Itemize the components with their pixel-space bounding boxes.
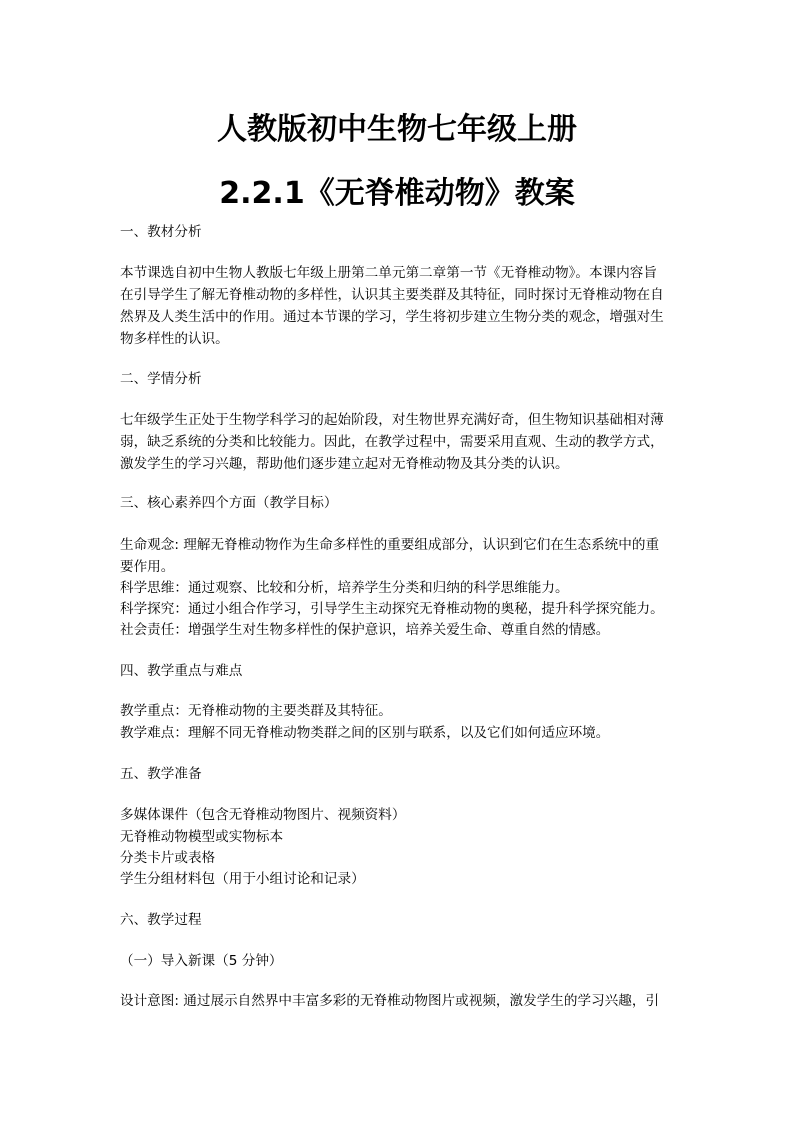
paragraph-line: 科学探究：通过小组合作学习，引导学生主动探究无脊椎动物的奥秘，提升科学探究能力。 xyxy=(120,601,664,617)
document-title-line1: 人教版初中生物七年级上册 xyxy=(217,112,577,147)
list-item: 无脊椎动物模型或实物标本 xyxy=(120,829,284,845)
list-item: 多媒体课件（包含无脊椎动物图片、视频资料） xyxy=(120,807,406,823)
paragraph-line: 教学重点：无脊椎动物的主要类群及其特征。 xyxy=(120,703,392,719)
section-heading-textbook-analysis: 一、教材分析 xyxy=(120,224,202,240)
paragraph-line: 七年级学生正处于生物学科学习的起始阶段，对生物世界充满好奇，但生物知识基础相对薄 xyxy=(120,412,664,428)
paragraph-line: 在引导学生了解无脊椎动物的多样性，认识其主要类群及其特征，同时探讨无脊椎动物在自 xyxy=(120,287,664,303)
document-title-line2: 2.2.1《无脊椎动物》教案 xyxy=(219,176,575,211)
section-heading-key-points: 四、教学重点与难点 xyxy=(120,663,243,679)
paragraph-line: 激发学生的学习兴趣，帮助他们逐步建立起对无脊椎动物及其分类的认识。 xyxy=(120,456,569,472)
paragraph-line: 科学思维：通过观察、比较和分析，培养学生分类和归纳的科学思维能力。 xyxy=(120,580,569,596)
section-heading-learner-analysis: 二、学情分析 xyxy=(120,371,202,387)
subsection-heading-introduction: （一）导入新课（5 分钟） xyxy=(120,953,283,969)
section-heading-preparation: 五、教学准备 xyxy=(120,766,202,782)
paragraph-line: 弱，缺乏系统的分类和比较能力。因此，在教学过程中，需要采用直观、生动的教学方式， xyxy=(120,434,664,450)
paragraph-line: 要作用。 xyxy=(120,559,175,575)
paragraph-line: 物多样性的认识。 xyxy=(120,331,229,347)
section-heading-core-literacy: 三、核心素养四个方面（教学目标） xyxy=(120,495,338,511)
section-heading-teaching-process: 六、教学过程 xyxy=(120,912,202,928)
paragraph-line: 生命观念: 理解无脊椎动物作为生命多样性的重要组成部分，认识到它们在生态系统中的重 xyxy=(120,537,660,553)
paragraph-line: 然界及人类生活中的作用。通过本节课的学习，学生将初步建立生物分类的观念，增强对生 xyxy=(120,309,664,325)
paragraph-line: 设计意图: 通过展示自然界中丰富多彩的无脊椎动物图片或视频，激发学生的学习兴趣，引 xyxy=(120,993,660,1009)
list-item: 分类卡片或表格 xyxy=(120,850,216,866)
paragraph-line: 社会责任：增强学生对生物多样性的保护意识，培养关爱生命、尊重自然的情感。 xyxy=(120,622,610,638)
paragraph-line: 教学难点：理解不同无脊椎动物类群之间的区别与联系，以及它们如何适应环境。 xyxy=(120,725,610,741)
paragraph-line: 本节课选自初中生物人教版七年级上册第二单元第二章第一节《无脊椎动物》。本课内容旨 xyxy=(120,265,657,281)
list-item: 学生分组材料包（用于小组讨论和记录） xyxy=(120,871,365,887)
